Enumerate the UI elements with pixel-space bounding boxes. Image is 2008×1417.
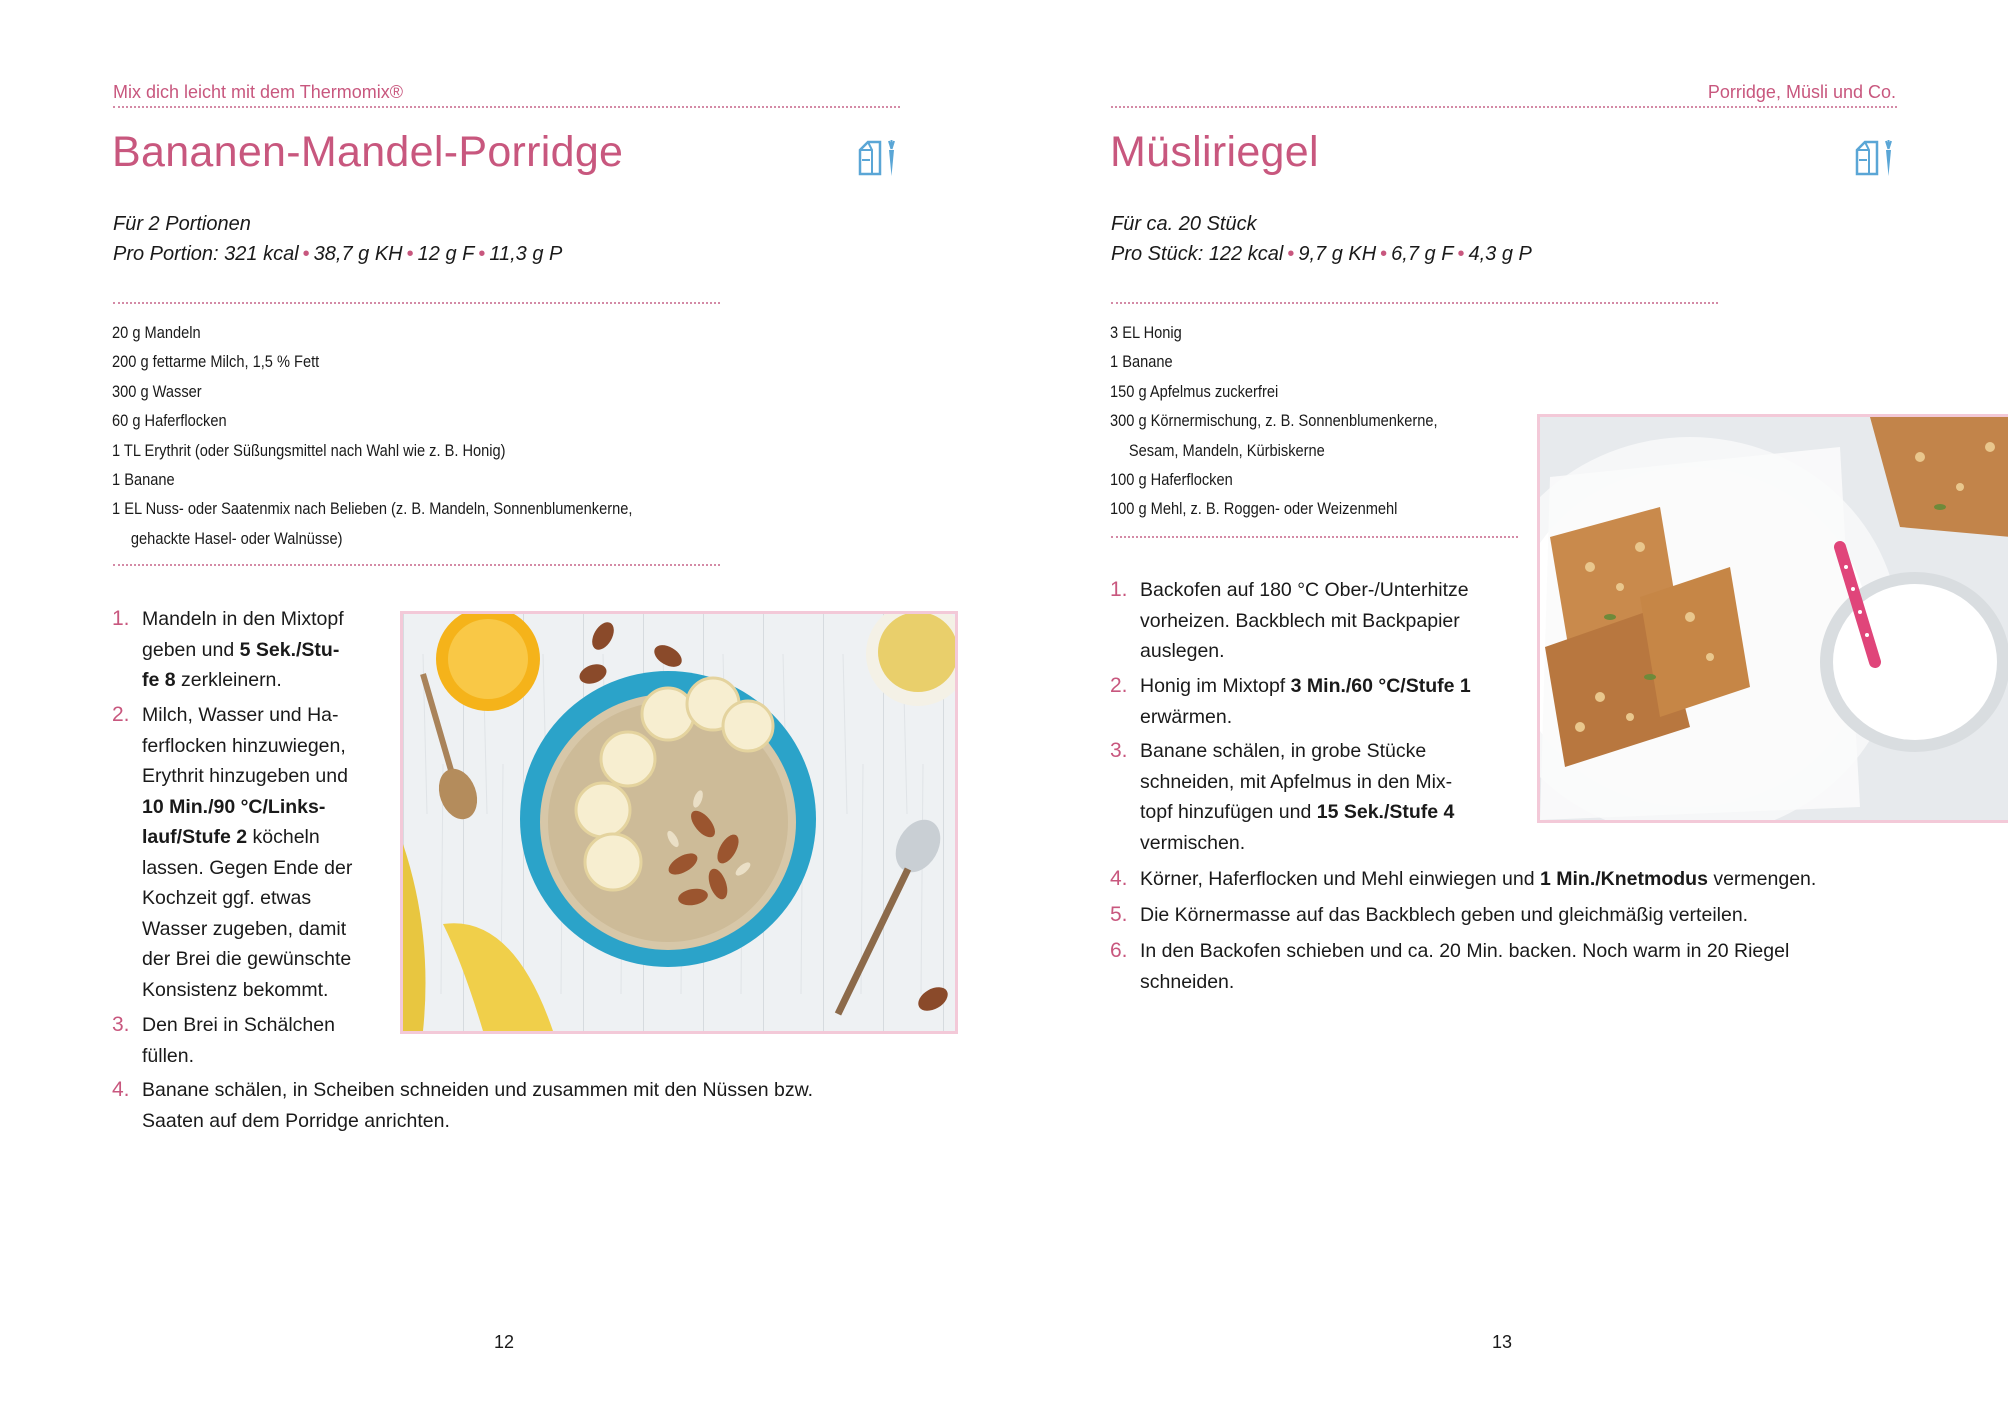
- step-line: Honig im Mixtopf 3 Min./60 °C/Stufe 1: [1140, 675, 1471, 697]
- nutrition-kh: 9,7 g KH: [1298, 243, 1377, 265]
- nutrition-right: Pro Stück: 122 kcal • 9,7 g KH • 6,7 g F • 4,3 g P: [1111, 243, 1532, 265]
- running-head-right: Porridge, Müsli und Co.: [1707, 82, 1896, 102]
- step-line: Banane schälen, in grobe Stücke: [1140, 740, 1427, 762]
- step-number: 1.: [112, 607, 130, 630]
- ingredient-item: 1 TL Erythrit (oder Süßungsmittel nach Wahl wie z. B. Honig): [112, 440, 506, 460]
- step-line: Erythrit hinzugeben und: [142, 765, 348, 787]
- nutrition-kh: 38,7 g KH: [313, 243, 403, 265]
- ingredient-item: 3 EL Honig: [1110, 323, 1182, 342]
- ingredients-rule-bottom-left: [113, 564, 720, 566]
- step-4-left: [112, 1075, 813, 1136]
- ingredient-item: 60 g Haferflocken: [112, 411, 227, 431]
- ingredient-item: 100 g Mehl, z. B. Roggen- oder Weizenmehl: [1110, 499, 1398, 519]
- ingredients-rule-top-right: [1111, 302, 1718, 304]
- nutrition-p: 4,3 g P: [1468, 243, 1532, 265]
- porridge-illustration: [403, 614, 955, 1031]
- ingredient-item: Sesam, Mandeln, Kürbiskerne: [1128, 440, 1325, 460]
- porridge-photo: [400, 611, 958, 1034]
- step-line: vermischen.: [1140, 831, 1246, 854]
- ingredients-rule-bottom-right: [1111, 536, 1518, 538]
- servings-right: Für ca. 20 Stück: [1111, 213, 1257, 235]
- step-line: Saaten auf dem Porridge anrichten.: [142, 1109, 450, 1132]
- step-line: füllen.: [142, 1044, 195, 1067]
- step-line: fe 8 zerkleinern.: [142, 669, 282, 691]
- step-line: der Brei die gewünschte: [142, 948, 352, 970]
- step-number: 2.: [1110, 674, 1128, 697]
- nutrition-f: 6,7 g F: [1391, 243, 1454, 265]
- step-5-right: [1110, 900, 1749, 931]
- step-2-right: [1110, 671, 1471, 732]
- recipe-title-right: Müsliriegel: [1110, 128, 1319, 176]
- step-line: ferflocken hinzuwiegen,: [142, 734, 346, 757]
- ingredient-item: gehackte Hasel- oder Walnüsse): [130, 528, 343, 548]
- step-number: 5.: [1110, 903, 1128, 926]
- step-line: schneiden, mit Apfelmus in den Mix-: [1140, 770, 1453, 793]
- step-line: Kochzeit ggf. etwas: [142, 887, 312, 909]
- ingredient-item: 20 g Mandeln: [112, 323, 201, 342]
- nutrition-label: Pro Portion: 321 kcal: [113, 243, 299, 265]
- ingredient-item: 300 g Körnermischung, z. B. Sonnenblumenkerne,: [1110, 411, 1438, 431]
- step-line: auslegen.: [1140, 640, 1225, 662]
- step-number: 2.: [112, 703, 130, 726]
- step-number: 6.: [1110, 939, 1128, 962]
- step-3-right: [1110, 736, 1455, 858]
- step-1-left: [112, 604, 344, 696]
- step-number: 4.: [1110, 867, 1128, 890]
- step-line: vorheizen. Backblech mit Backpapier: [1140, 609, 1460, 632]
- step-line: Körner, Haferflocken und Mehl einwiegen und 1 Min./Knetmodus vermengen.: [1140, 868, 1817, 890]
- ingredient-item: 200 g fettarme Milch, 1,5 % Fett: [112, 352, 320, 372]
- step-line: In den Backofen schieben und ca. 20 Min. backen. Noch warm in 20 Riegel: [1140, 940, 1790, 962]
- step-3-left: [112, 1010, 335, 1071]
- nutrition-p: 11,3 g P: [489, 243, 563, 265]
- ingredient-item: 1 EL Nuss- oder Saatenmix nach Belieben (z. B. Mandeln, Sonnenblumenkerne,: [112, 499, 633, 519]
- step-line: erwärmen.: [1140, 705, 1233, 728]
- step-line: 10 Min./90 °C/Links-: [142, 795, 326, 818]
- step-line: topf hinzufügen und 15 Sek./Stufe 4: [1140, 801, 1455, 823]
- nutrition-f: 12 g F: [417, 243, 475, 265]
- step-number: 3.: [112, 1013, 130, 1036]
- page-number-left: 12: [494, 1332, 515, 1352]
- step-4-right: [1110, 864, 1817, 895]
- step-6-right: [1110, 936, 1790, 997]
- step-line: Die Körnermasse auf das Backblech geben und gleichmäßig verteilen.: [1140, 904, 1749, 926]
- ingredient-item: 1 Banane: [1110, 352, 1173, 372]
- step-line: Mandeln in den Mixtopf: [142, 608, 344, 630]
- header-rule-right: [1111, 106, 1897, 108]
- ingredient-item: 150 g Apfelmus zuckerfrei: [1110, 381, 1279, 401]
- step-line: lauf/Stufe 2 köcheln: [142, 826, 320, 848]
- header-rule-left: [113, 106, 900, 108]
- ingredients-list-left: [112, 318, 632, 553]
- step-line: geben und 5 Sek./Stu-: [142, 638, 340, 661]
- milk-carton-carrot-icon: [856, 136, 900, 178]
- milk-carton-carrot-icon: [1853, 136, 1897, 178]
- recipe-title-left: Bananen-Mandel-Porridge: [112, 128, 624, 176]
- muesli-bar-illustration: [1540, 417, 2008, 820]
- step-line: Milch, Wasser und Ha-: [142, 704, 339, 726]
- step-2-left: [112, 700, 353, 1005]
- step-line: Backofen auf 180 °C Ober-/Unterhitze: [1140, 579, 1469, 601]
- step-line: Wasser zugeben, damit: [142, 917, 347, 940]
- step-line: lassen. Gegen Ende der: [142, 856, 353, 879]
- step-line: Konsistenz bekommt.: [142, 978, 329, 1001]
- step-line: schneiden.: [1140, 970, 1235, 993]
- step-number: 4.: [112, 1078, 130, 1101]
- servings-left: Für 2 Portionen: [113, 213, 251, 235]
- ingredient-item: 1 Banane: [112, 470, 175, 490]
- running-head-left: Mix dich leicht mit dem Thermomix®: [113, 82, 403, 102]
- page-number-right: 13: [1492, 1332, 1513, 1352]
- step-number: 3.: [1110, 739, 1128, 762]
- nutrition-left: Pro Portion: 321 kcal • 38,7 g KH • 12 g F • 11,3 g P: [113, 243, 563, 265]
- step-line: Banane schälen, in Scheiben schneiden und zusammen mit den Nüssen bzw.: [142, 1079, 813, 1101]
- ingredients-rule-top-left: [113, 302, 720, 304]
- muesli-bar-photo: [1537, 414, 2008, 823]
- ingredients-list-right: [1110, 318, 1438, 524]
- ingredient-item: 300 g Wasser: [112, 381, 202, 401]
- ingredient-item: 100 g Haferflocken: [1110, 470, 1233, 490]
- step-number: 1.: [1110, 578, 1128, 601]
- step-line: Den Brei in Schälchen: [142, 1014, 335, 1036]
- step-1-right: [1110, 575, 1469, 667]
- nutrition-label: Pro Stück: 122 kcal: [1111, 243, 1284, 265]
